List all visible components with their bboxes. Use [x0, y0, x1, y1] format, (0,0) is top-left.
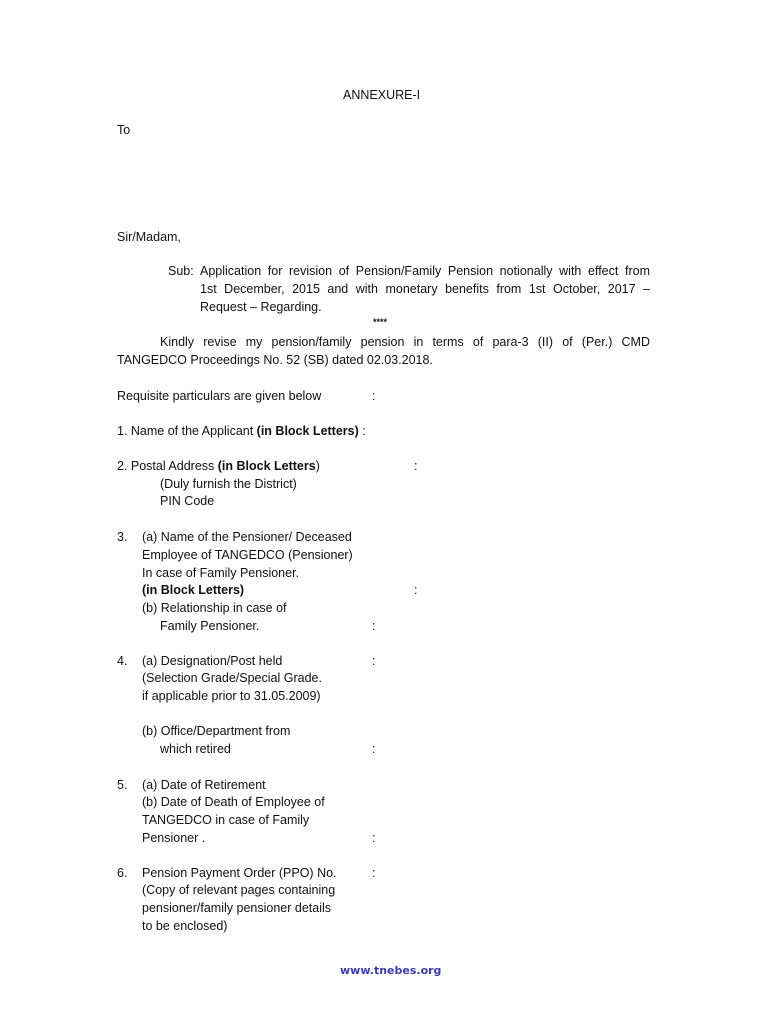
- salutation: Sir/Madam,: [117, 230, 181, 244]
- item-4-number: 4.: [117, 654, 128, 668]
- item-2-label: 2. Postal Address: [117, 459, 218, 473]
- item-4-a-line-3: if applicable prior to 31.05.2009): [142, 689, 321, 703]
- annexure-heading: ANNEXURE-I: [343, 88, 421, 102]
- item-6-line-1: Pension Payment Order (PPO) No.: [142, 866, 337, 880]
- item-3-b-colon: :: [372, 619, 376, 633]
- item-1-line: [117, 422, 366, 440]
- item-3-a-colon: :: [414, 583, 418, 597]
- item-6-line-4: to be enclosed): [142, 919, 228, 933]
- item-2-line: [117, 457, 320, 475]
- item-6-number: 6.: [117, 866, 128, 880]
- item-2-colon: :: [414, 459, 418, 473]
- addressee-to: To: [117, 123, 131, 137]
- item-4-a-line-2: (Selection Grade/Special Grade.: [142, 671, 322, 685]
- item-5-b-line-1: (b) Date of Death of Employee of: [142, 795, 325, 809]
- body-line-1: Kindly revise my pension/family pension in terms of para-3 (II) of (Per.) CMD: [160, 335, 650, 349]
- item-3-a-line-2: Employee of TANGEDCO (Pensioner): [142, 548, 353, 562]
- body-line-2: TANGEDCO Proceedings No. 52 (SB) dated 02.03.2018.: [117, 353, 433, 367]
- item-3-b-line-1: (b) Relationship in case of: [142, 601, 287, 615]
- item-4-a-line-1: (a) Designation/Post held: [142, 654, 283, 668]
- item-1-label: 1. Name of the Applicant: [117, 424, 257, 438]
- item-4-b-line-1: (b) Office/Department from: [142, 724, 291, 738]
- item-3-a-line-3: In case of Family Pensioner.: [142, 566, 300, 580]
- requisite-colon: :: [372, 389, 376, 403]
- subject-label: Sub:: [168, 264, 194, 278]
- item-4-b-line-2: which retired: [160, 742, 231, 756]
- item-2-bold: (in Block Letters: [217, 459, 316, 473]
- item-6-line-2: (Copy of relevant pages containing: [142, 883, 336, 897]
- item-3-b-line-2: Family Pensioner.: [160, 619, 260, 633]
- item-3-a-line-1: (a) Name of the Pensioner/ Deceased: [142, 530, 352, 544]
- subject-line-2: 1st December, 2015 and with monetary benefits from 1st October, 2017 –: [200, 282, 650, 296]
- item-1-colon: :: [358, 424, 366, 438]
- item-5-b-colon: :: [372, 831, 376, 845]
- item-3-number: 3.: [117, 530, 128, 544]
- item-5-number: 5.: [117, 778, 128, 792]
- item-6-colon: :: [372, 866, 376, 880]
- item-2-close: ): [315, 459, 320, 473]
- item-4-b-colon: :: [372, 742, 376, 756]
- requisite-text: Requisite particulars are given below: [117, 389, 322, 403]
- subject-line-1: Application for revision of Pension/Family Pension notionally with effect from: [200, 264, 650, 278]
- item-5-b-line-3: Pensioner .: [142, 831, 206, 845]
- subject-line-3: Request – Regarding.: [200, 300, 322, 314]
- item-6-line-3: pensioner/family pensioner details: [142, 901, 331, 915]
- item-5-b-line-2: TANGEDCO in case of Family: [142, 813, 310, 827]
- item-4-a-colon: :: [372, 654, 376, 668]
- separator-stars: ****: [373, 317, 388, 327]
- item-1-bold: (in Block Letters): [256, 424, 359, 438]
- item-2-sub-1: (Duly furnish the District): [160, 477, 297, 491]
- item-5-a-line-1: (a) Date of Retirement: [142, 778, 266, 792]
- item-2-sub-2: PIN Code: [160, 494, 215, 508]
- footer-website-link[interactable]: www.tnebes.org: [340, 964, 442, 977]
- item-3-a-line-4: (in Block Letters): [142, 583, 245, 597]
